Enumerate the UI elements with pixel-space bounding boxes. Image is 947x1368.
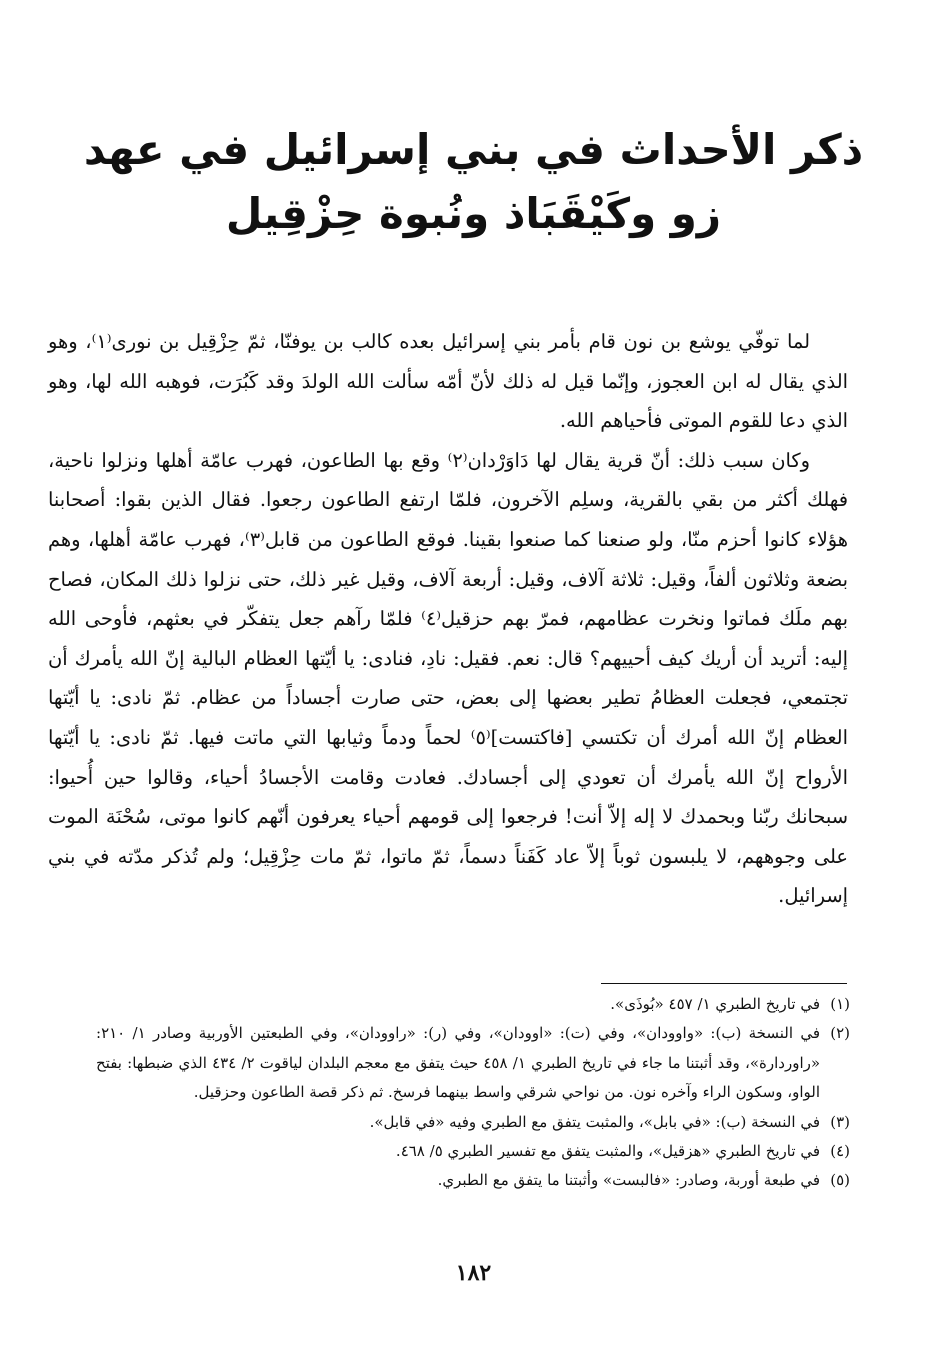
footnote-item — [96, 1108, 850, 1137]
footnote-number: (٣) — [830, 1112, 850, 1131]
footnote-number: (٤) — [830, 1142, 850, 1161]
footnote-item — [96, 990, 850, 1019]
chapter-title — [60, 118, 887, 246]
paragraph-1: لما توفّي يوشع بن نون قام بأمر بني إسرائيل بعده كالب بن يوفنّا، ثمّ حِزْقِيل بن نورى⁽١⁾، وهو الذي يقال له ابن العجوز، وإنّما قيل له ذلك لأنّ أمّه سألت الله الولدَ وقد كَبُرَت، فوهبه الله لها، وهو الذي دعا للقوم الموتى فأحياهم الله. — [48, 330, 848, 433]
paragraph-2: وكان سبب ذلك: أنّ قرية يقال لها دَاوَرْدان⁽٢⁾ وقع بها الطاعون، فهرب عامّة أهلها ونزلوا ناحية، فهلك أكثر من بقي بالقرية، وسلِم الآخرون، فلمّا ارتفع الطاعون رجعوا. فقال الذين بقوا: أصحابنا هؤلاء كانوا أحزم منّا، ولو صنعنا كما صنعوا بقينا. فوقع الطاعون من قابل⁽٣⁾، فهرب عامّة أهلها، وهم بضعة وثلاثون ألفاً، وقيل: ثلاثة آلاف، وقيل: أربعة آلاف، وقيل غير ذلك، حتى نزلوا ذلك المكان، فصاح بهم ملَك فماتوا ونخرت عظامهم، فمرّ بهم حزقيل⁽٤⁾ فلمّا رآهم جعل يتفكّر في بعثهم، فأوحى الله إليه: أتريد أن أريك كيف أحييهم؟ قال: نعم. فقيل: نادِ، فنادى: يا أيّتها العظام البالية إنّ الله يأمرك أن تجتمعي، فجعلت العظامُ تطير بعضها إلى بعض، حتى صارت أجساداً من عظام. ثمّ نادى: يا أيّتها العظام إنّ الله أمرك أن تكتسي [فاكتست]⁽٥⁾ لحماً ودماً وثيابها التي ماتت فيها. ثمّ نادى: يا أيّتها الأرواح إنّ الله يأمرك أن تعودي إلى أجسادك. فعادت وقامت الأجسادُ أحياء، وقالوا حين أُحيوا: سبحانك ربّنا وبحمدك لا إله إلاّ أنت! فرجعوا إلى قومهم أحياء يعرفون أنّهم كانوا موتى، سُحْنَة الموت على وجوههم، لا يلبسون ثوباً إلاّ عاد كَفَناً دسماً، ثمّ ماتوا، ثمّ مات حِزْقِيل؛ ولم تُذكر مدّته في بني إسرائيل. — [48, 448, 849, 908]
footnotes — [96, 990, 850, 1196]
footnote-text: في النسخة (ب): «واوودان»، وفي (ت): «اوودان»، وفي (ر): «راوودان»، وفي الطبعتين الأوربية وصادر ١/ ٢١٠: «راوردارة»، وقد أثبتنا ما جاء في تاريخ الطبري ١/ ٤٥٨ حيث يتفق مع معجم البلدان لياقوت ٢/ ٤٣٤ الذي ضبطها: بفتح الواو، وسكون الراء وآخره نون. من نواحي شرقي واسط بينهما فرسخ. ثم ذكر قصة الطاعون وحزقيل. — [96, 1024, 821, 1102]
footnote-item — [96, 1166, 850, 1195]
footnote-item — [96, 1019, 850, 1107]
footnote-number: (١) — [830, 995, 850, 1013]
main-text — [48, 322, 848, 916]
footnote-number: (٢) — [830, 1024, 850, 1043]
footnote-number: (٥) — [830, 1171, 850, 1190]
footnote-text: في تاريخ الطبري ١/ ٤٥٧ «بُوذَى». — [610, 995, 820, 1013]
footnote-text: في النسخة (ب): «في بابل»، والمثبت يتفق مع الطبري وفيه «في قابل». — [369, 1112, 820, 1131]
chapter-title-line-2: زو وكَيْقَبَاذ ونُبوة حِزْقِيل — [225, 189, 722, 238]
footnote-divider — [601, 983, 847, 984]
footnote-text: في طبعة أوربة، وصادر: «فالبست» وأثبتنا ما يتفق مع الطبري. — [437, 1171, 820, 1190]
chapter-title-line-1: ذكر الأحداث في بني إسرائيل في عهد — [83, 125, 864, 174]
page-number: ١٨٢ — [455, 1260, 492, 1286]
footnote-text: في تاريخ الطبري «هزقيل»، والمثبت يتفق مع تفسير الطبري ٥/ ٤٦٨. — [395, 1142, 820, 1161]
footnote-item — [96, 1137, 850, 1166]
